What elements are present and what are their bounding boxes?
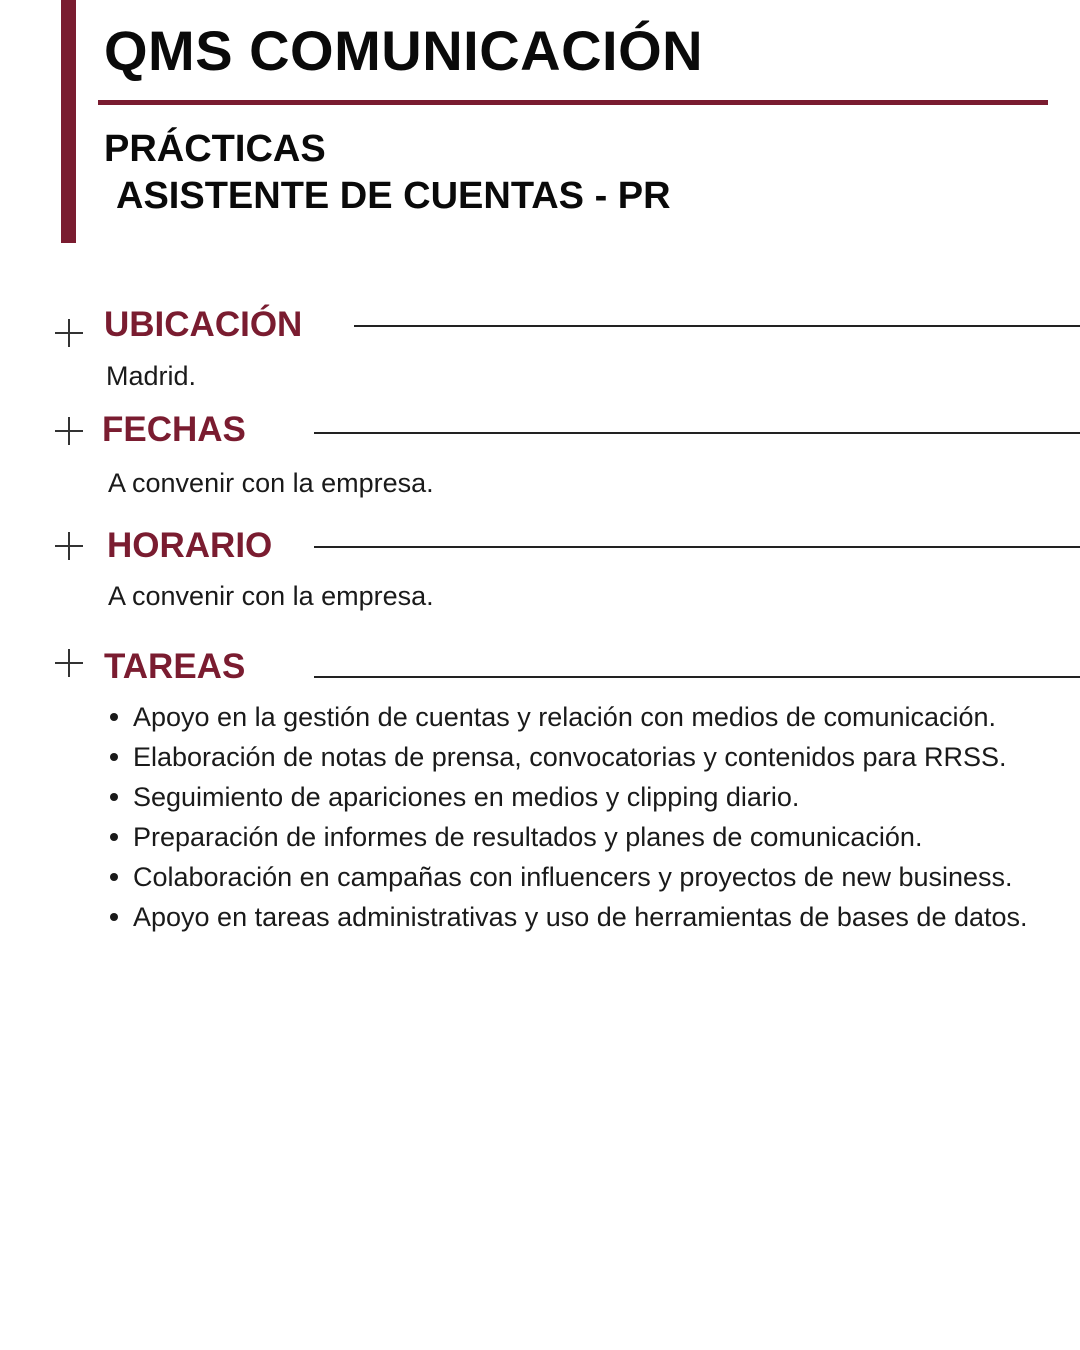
position-title: ASISTENTE DE CUENTAS - PR <box>116 175 671 217</box>
section-divider-schedule <box>314 546 1080 548</box>
section-divider-location <box>354 325 1080 327</box>
task-text: Preparación de informes de resultados y planes de comunicación. <box>133 822 923 852</box>
bullet-dot <box>110 913 118 921</box>
task-text: Elaboración de notas de prensa, convocatorias y contenidos para RRSS. <box>133 742 1007 772</box>
bullet-dot <box>110 753 118 761</box>
accent-bar <box>61 0 76 243</box>
task-list <box>104 697 1030 937</box>
task-text: Apoyo en tareas administrativas y uso de herramientas de bases de datos. <box>133 902 1028 932</box>
plus-icon <box>55 532 83 560</box>
title-divider <box>98 100 1048 105</box>
position-type: PRÁCTICAS <box>104 128 326 170</box>
task-text: Apoyo en la gestión de cuentas y relación con medios de comunicación. <box>133 702 997 732</box>
plus-icon <box>55 649 83 677</box>
section-title-schedule: HORARIO <box>107 526 273 565</box>
company-name: QMS COMUNICACIÓN <box>104 19 704 82</box>
bullet-dot <box>110 873 118 881</box>
section-title-location: UBICACIÓN <box>104 305 303 344</box>
bullet-dot <box>110 793 118 801</box>
list-item <box>104 857 1030 897</box>
plus-icon <box>55 319 83 347</box>
bullet-dot <box>110 713 118 721</box>
list-item <box>104 737 1030 777</box>
section-text-location: Madrid. <box>106 361 197 391</box>
section-text-schedule: A convenir con la empresa. <box>108 581 434 611</box>
list-item <box>104 697 1030 737</box>
section-text-dates: A convenir con la empresa. <box>108 468 434 498</box>
task-text: Colaboración en campañas con influencers y proyectos de new business. <box>133 862 1013 892</box>
section-title-tasks: TAREAS <box>104 647 246 686</box>
bullet-dot <box>110 833 118 841</box>
list-item <box>104 817 1030 857</box>
list-item <box>104 777 1030 817</box>
task-text: Seguimiento de apariciones en medios y clipping diario. <box>133 782 800 812</box>
plus-icon <box>55 417 83 445</box>
section-divider-tasks <box>314 676 1080 678</box>
section-divider-dates <box>314 432 1080 434</box>
list-item <box>104 897 1030 937</box>
section-title-dates: FECHAS <box>102 410 246 449</box>
